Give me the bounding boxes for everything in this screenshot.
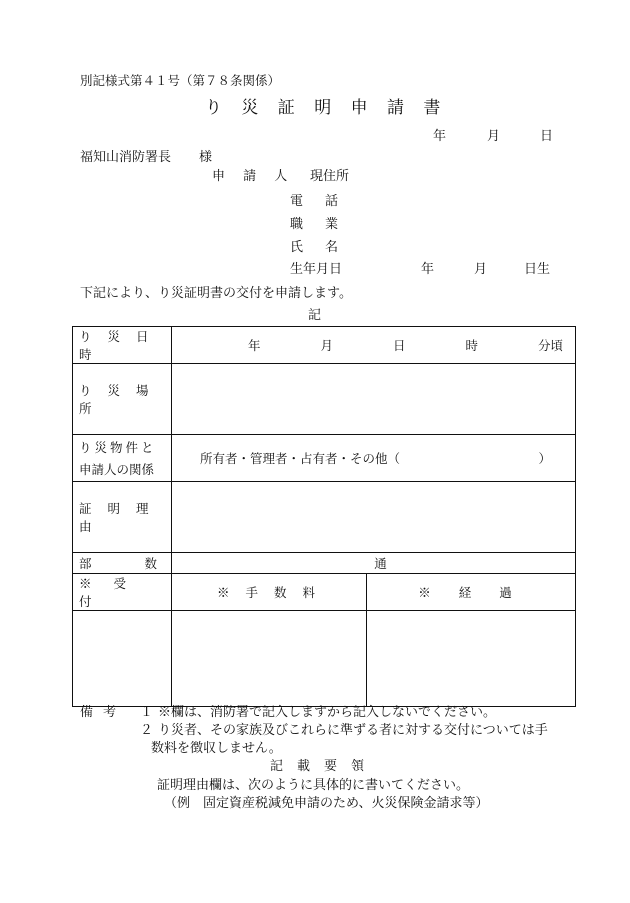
relation-close-paren: ）	[538, 451, 552, 466]
fee-header-text: ※ 手 数 料	[217, 585, 321, 600]
copies-label-a: 部	[79, 556, 92, 571]
addressee-name: 福知山消防署長	[80, 150, 172, 165]
table-row	[73, 327, 576, 364]
reception-header-text: ※ 受 付	[79, 576, 135, 609]
form-number-label: 別記様式第４１号（第７８条関係）	[80, 73, 281, 88]
disaster-place-field[interactable]	[172, 364, 576, 435]
reason-label	[73, 482, 172, 553]
relation-label-line1: り災物件と	[79, 440, 157, 455]
address-label: 現住所	[310, 169, 350, 184]
note-2-number: ２	[140, 723, 154, 738]
reception-header	[73, 574, 172, 611]
copies-unit: 通	[374, 556, 387, 571]
unit-minute: 分頃	[538, 338, 564, 353]
unit-hour: 時	[465, 338, 479, 353]
relation-field[interactable]	[172, 435, 576, 482]
disaster-date-label	[73, 327, 172, 364]
application-form-table	[72, 326, 576, 707]
guide-example: （例 固定資産税減免申請のため、火災保険金請求等）	[164, 796, 489, 811]
occupation-label: 職業	[290, 217, 361, 232]
reason-field[interactable]	[172, 482, 576, 553]
relation-label-line2: 申請人の関係	[79, 462, 155, 477]
reception-cell[interactable]	[73, 611, 172, 707]
reason-label-text: 証 明 理 由	[79, 501, 155, 534]
fee-cell[interactable]	[172, 611, 367, 707]
unit-year: 年	[248, 338, 261, 353]
disaster-date-label-text: り 災 日 時	[79, 329, 155, 362]
date-day-label: 日	[540, 129, 554, 144]
disaster-place-label-text: り 災 場 所	[79, 383, 155, 416]
copies-label-b: 数	[144, 556, 157, 571]
date-year-label: 年	[433, 129, 447, 144]
unit-day: 日	[393, 338, 406, 353]
birthdate-label: 生年月日	[290, 262, 343, 277]
birthdate-month: 月	[474, 262, 488, 277]
phone-label: 電話	[290, 194, 361, 209]
ki-label: 記	[308, 308, 322, 323]
unit-month: 月	[320, 338, 334, 353]
table-row	[73, 482, 576, 553]
disaster-place-label	[73, 364, 172, 435]
relation-label	[73, 435, 172, 482]
date-units	[178, 336, 569, 354]
addressee	[80, 151, 212, 164]
note-2-text-line1: り災者、その家族及びこれらに準ずる者に対する交付については手	[158, 723, 548, 738]
progress-cell[interactable]	[367, 611, 576, 707]
disaster-date-field[interactable]	[172, 327, 576, 364]
table-row	[73, 435, 576, 482]
table-row	[73, 611, 576, 707]
progress-header-text: ※ 経 過	[418, 585, 524, 600]
note-1-number: １	[140, 705, 154, 720]
addressee-honorific: 様	[199, 150, 213, 165]
table-row	[73, 364, 576, 435]
table-row	[73, 553, 576, 574]
copies-field[interactable]	[172, 553, 576, 574]
note-2-text-line2: 数料を徴収しません。	[151, 741, 282, 756]
note-1-text: ※欄は、消防署で記入しますから記入しないでください。	[158, 705, 497, 720]
relation-options	[178, 449, 569, 467]
progress-header	[367, 574, 576, 611]
relation-options-text: 所有者・管理者・占有者・その他（	[200, 451, 401, 466]
applicant-label: 申 請 人	[212, 169, 295, 184]
fee-header	[172, 574, 367, 611]
copies-label	[73, 553, 172, 574]
guide-title: 記載要領	[270, 759, 379, 774]
guide-text: 証明理由欄は、次のように具体的に書いてください。	[157, 778, 470, 793]
date-month-label: 月	[487, 129, 501, 144]
request-statement: 下記により、り災証明書の交付を申請します。	[80, 286, 352, 301]
document-title: り 災 証 明 申 請 書	[205, 98, 448, 118]
birthdate-day: 日生	[524, 262, 551, 277]
name-label: 氏名	[290, 240, 361, 255]
table-row	[73, 574, 576, 611]
notes-title: 備考	[80, 705, 127, 720]
birthdate-year: 年	[421, 262, 435, 277]
